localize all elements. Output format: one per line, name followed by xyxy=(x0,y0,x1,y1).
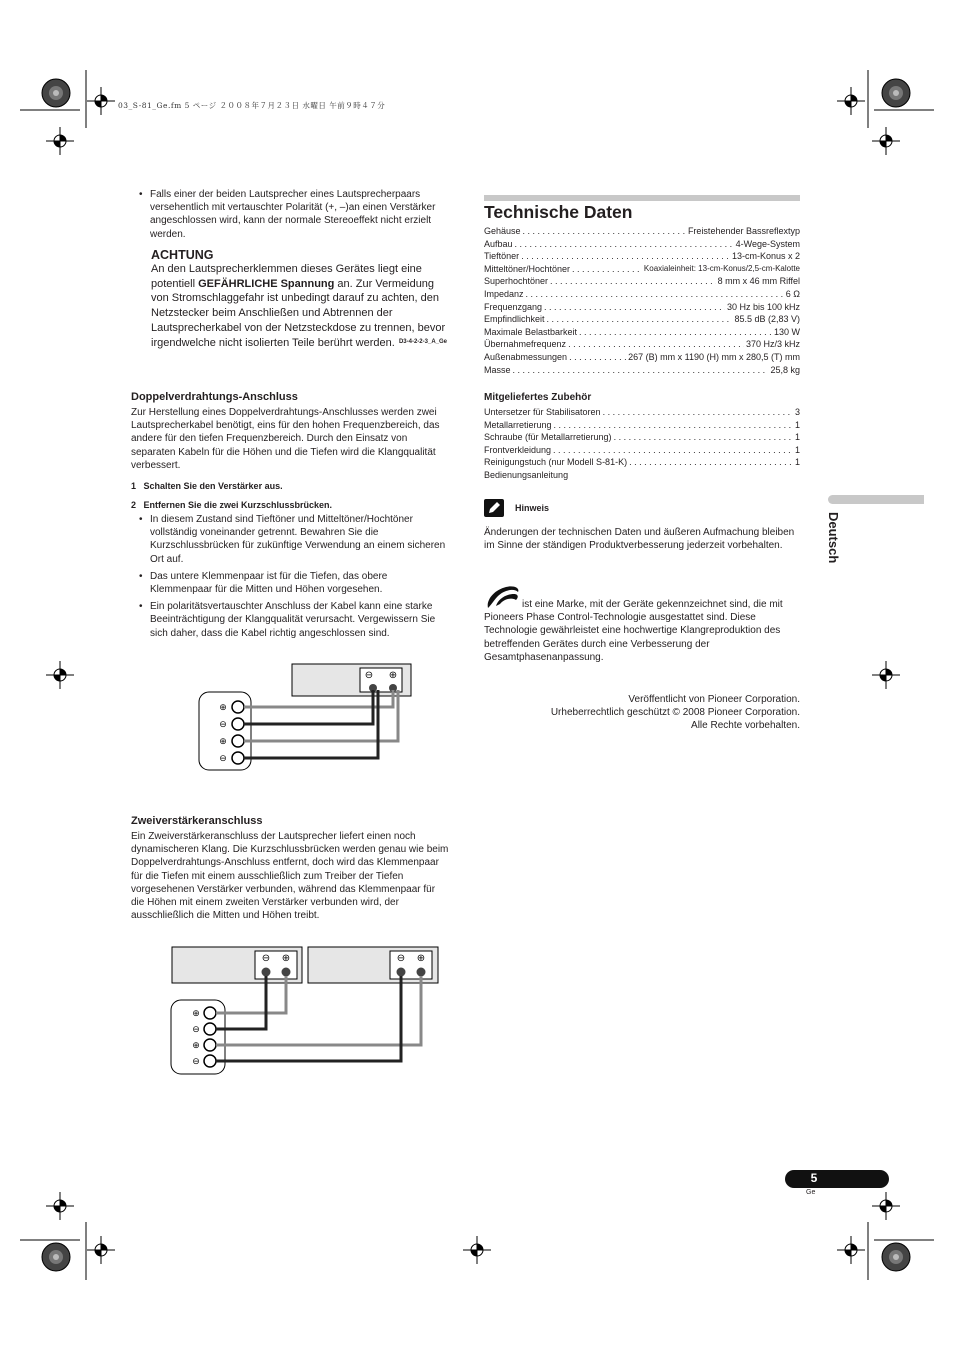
spec-row: Masse . . . 25,8 kg xyxy=(484,364,800,377)
spec-row: Empfindlichkeit . . . 85.5 dB (2,83 V) xyxy=(484,313,800,326)
file-header: 03_S-81_Ge.fm 5 ページ ２００８年７月２３日 水曜日 午前９時４７分 xyxy=(118,101,386,110)
spk-minus-2: ⊖ xyxy=(219,753,227,763)
spk2-minus-1: ⊖ xyxy=(192,1024,200,1034)
spec-list xyxy=(484,225,800,376)
list-item: • Das untere Klemmenpaar ist für die Tiefen, das obere Klemmenpaar für die Mitten und Höhen vorgesehen. xyxy=(131,570,449,596)
logo-text: ist eine Marke, mit der Geräte gekennzeichnet sind, die mit Pioneers Phase Control-Technologie ausgestattet sind. Diese Technologie gewährleistet eine hochwertige Klangreproduktion des betreffenden Gerätes durch eine Verbesserung der Gesamtphasenanpassung. xyxy=(484,599,783,663)
spec-row: Gehäuse . . . Freistehender Bassreflextyp xyxy=(484,225,800,238)
page-title: Technische Daten xyxy=(484,202,633,222)
spec-row: Maximale Belastbarkeit . . . 130 W xyxy=(484,326,800,339)
publisher-info: Veröffentlicht von Pioneer Corporation. Urheberrechtlich geschützt © 2008 Pioneer Corporation. Alle Rechte vorbehalten. xyxy=(550,694,800,732)
spec-row: Superhochtöner . . . 8 mm x 46 mm Riffel xyxy=(484,275,800,288)
achtung-text: An den Lautsprecherklemmen dieses Gerätes liegt eine potentiell GEFÄHRLICHE Spannung an. Zur Vermeidung von Stromschlaggefahr ist unbedingt darauf zu achten, den Netzstecker beim Anschließen und Abtrennen der Lautsprecherkabel von der Netzsteckdose zu trennen, bevor irgendwelche nicht isolierten Teile berührt werden. D3-4-2-2-3_A_Ge xyxy=(151,263,447,349)
zubehoer-row: Frontverkleidung . . . 1 xyxy=(484,444,800,457)
title-bar xyxy=(484,195,800,201)
hinweis-title: Hinweis xyxy=(515,503,550,513)
zubehoer-row: Reinigungstuch (nur Modell S-81-K) . . . 1 xyxy=(484,456,800,469)
page-language-code: Ge xyxy=(806,1189,816,1196)
achtung-title: ACHTUNG xyxy=(151,248,214,262)
note-icon xyxy=(484,499,504,517)
biwiring-diagram xyxy=(195,660,425,772)
biamp-diagram xyxy=(168,944,440,1076)
zwei-text: Ein Zweiverstärkeranschluss der Lautsprecher liefert einen noch dynamischeren Klang. Die Kurzschlussbrücken werden genau wie beim Doppelverdrahtungs-Anschluss entfernt, doch wird das Klemmenpaar für die Tiefen mit einem ausschließlich zum Treiber der Tiefen vorgesehenen Verstärker verbunden, während das Klemmenpaar für die Höhen mit einem zweiten Verstärker verbunden wird, der ausschließlich die Mitten und Höhen treibt. xyxy=(131,831,449,922)
intro-bullets xyxy=(131,188,449,241)
zubehoer-row: Schraube (für Metallarretierung) . . . 1 xyxy=(484,431,800,444)
language-tab xyxy=(828,495,924,504)
list-item: • In diesem Zustand sind Tieftöner und Mitteltöner/Hochtöner vollständig voneinander getrennt. Bewahren Sie die Kurzschlussbrücken für zukünftige Verwendung an einem sicheren Ort auf. xyxy=(131,513,449,566)
amp2-minus: ⊖ xyxy=(396,953,406,964)
list-item: • Falls einer der beiden Lautsprecher eines Lautsprecherpaars versehentlich mit vertauschter Polarität (+, –)an einen Verstärker angeschlossen wird, kann der normale Stereoeffekt nicht erzielt werden. xyxy=(131,188,449,241)
bedienung: Bedienungsanleitung xyxy=(484,469,569,480)
zubehoer-title: Mitgeliefertes Zubehör xyxy=(484,392,592,403)
step-1: 1 Schalten Sie den Verstärker aus. xyxy=(131,481,283,491)
achtung-box xyxy=(151,248,447,350)
step-2: 2 Entfernen Sie die zwei Kurzschlussbrücken. xyxy=(131,500,333,510)
spec-row: Aufbau . . . 4-Wege-System xyxy=(484,238,800,251)
spk2-plus-2: ⊕ xyxy=(192,1040,200,1050)
page-number: 5 xyxy=(810,1171,818,1185)
zubehoer-row: Untersetzer für Stabilisatoren . . . 3 xyxy=(484,406,800,419)
zubehoer-list xyxy=(484,406,800,482)
spk-plus-2: ⊕ xyxy=(219,736,227,746)
amp1-plus: ⊕ xyxy=(281,953,291,964)
spec-row: Übernahmefrequenz . . . 370 Hz/3 kHz xyxy=(484,338,800,351)
list-item: • Ein polaritätsvertauschter Anschluss der Kabel kann eine starke Beeinträchtigung der Klangqualität verursacht. Vergewissern Sie sich daher, dass die Kabel richtig angeschlossen sind. xyxy=(131,600,449,640)
achtung-code: D3-4-2-2-3_A_Ge xyxy=(398,338,447,345)
amp1-minus: ⊖ xyxy=(261,953,271,964)
spec-row: Mitteltöner/Hochtöner . . . Koaxialeinheit: 13-cm-Konus/2,5-cm-Kalotte xyxy=(484,263,800,276)
doppel-title: Doppelverdrahtungs-Anschluss xyxy=(131,391,298,403)
spec-row: Frequenzgang . . . 30 Hz bis 100 kHz xyxy=(484,301,800,314)
amp-minus-symbol: ⊖ xyxy=(364,670,374,681)
hinweis-text: Änderungen der technischen Daten und äußeren Aufmachung bleiben im Sinne der ständigen Produktverbesserung jederzeit vorbehalten. xyxy=(484,527,795,552)
doppel-text: Zur Herstellung eines Doppelverdrahtungs-Anschlusses werden zwei Lautsprecherkabel benötigt, eins für den hohen Frequenzbereich, das andere für den tiefen Frequenzbereich. Durch den Einsatz von separaten Kabeln für die Höhen und die Tiefen wird die Klangqualität verbessert. xyxy=(131,407,440,471)
spk-plus-1: ⊕ xyxy=(219,702,227,712)
spec-row: Tieftöner . . . 13-cm-Konus x 2 xyxy=(484,250,800,263)
spk2-plus-1: ⊕ xyxy=(192,1008,200,1018)
spk-minus-1: ⊖ xyxy=(219,719,227,729)
spk2-minus-2: ⊖ xyxy=(192,1056,200,1066)
doppel-bullets xyxy=(131,513,449,640)
language-label: Deutsch xyxy=(826,512,841,564)
zwei-title: Zweiverstärkeranschluss xyxy=(131,815,263,827)
spec-row: Außenabmessungen . . . 267 (B) mm x 1190 (H) mm x 280,5 (T) mm xyxy=(484,351,800,364)
amp-plus-symbol: ⊕ xyxy=(388,670,398,681)
zubehoer-row: Metallarretierung . . . 1 xyxy=(484,419,800,432)
spec-row: Impedanz . . . 6 Ω xyxy=(484,288,800,301)
amp2-plus: ⊕ xyxy=(416,953,426,964)
